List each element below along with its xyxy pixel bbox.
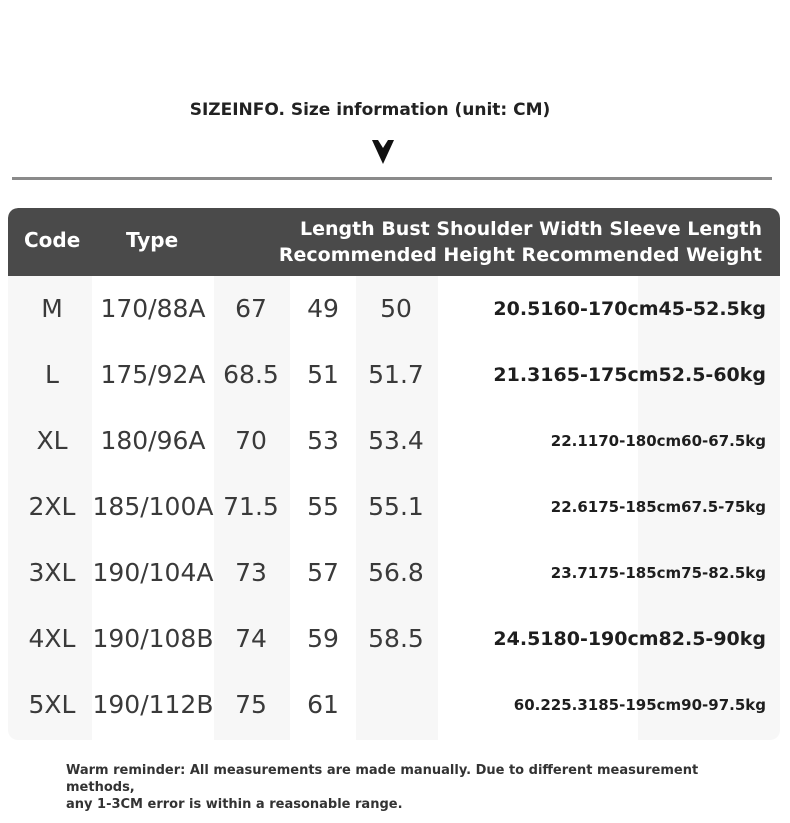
- length-cell: 68.5: [223, 360, 279, 389]
- size-table: [8, 208, 780, 740]
- type-cell: 190/112B: [92, 690, 214, 719]
- shoulder-cell: 58.5: [368, 624, 424, 653]
- table-row: [8, 540, 780, 606]
- header-type: Type: [126, 228, 179, 252]
- type-cell: 185/100A: [92, 492, 214, 521]
- type-cell: 170/88A: [100, 294, 206, 323]
- note-line-2: any 1-3CM error is within a reasonable range.: [66, 797, 403, 812]
- shoulder-cell: 56.8: [368, 558, 424, 587]
- measurements-cell: 20.5160-170cm45-52.5kg: [493, 298, 766, 320]
- note-line-1: Warm reminder: All measurements are made manually. Due to different measurement methods,: [66, 763, 699, 795]
- shoulder-cell: 50: [380, 294, 412, 323]
- bust-cell: 59: [307, 624, 339, 653]
- table-row: [8, 342, 780, 408]
- code-cell: 2XL: [28, 492, 76, 521]
- warm-reminder-note: [66, 762, 766, 813]
- header-measurements-line2: Recommended Height Recommended Weight: [278, 244, 762, 266]
- page-title: SIZEINFO. Size information (unit: CM): [189, 100, 551, 120]
- measurements-cell: 23.7175-185cm75-82.5kg: [550, 564, 766, 582]
- length-cell: 73: [235, 558, 267, 587]
- length-cell: 75: [235, 690, 267, 719]
- length-cell: 74: [235, 624, 267, 653]
- code-cell: L: [45, 360, 59, 389]
- shoulder-cell: 55.1: [368, 492, 424, 521]
- length-cell: 67: [235, 294, 267, 323]
- length-cell: 71.5: [223, 492, 279, 521]
- type-cell: 190/108B: [92, 624, 214, 653]
- header-measurements-line1: Length Bust Shoulder Width Sleeve Length: [299, 218, 762, 240]
- measurements-cell: 22.1170-180cm60-67.5kg: [550, 432, 766, 450]
- bust-cell: 61: [307, 690, 339, 719]
- measurements-cell: 60.225.3185-195cm90-97.5kg: [513, 696, 766, 714]
- code-cell: M: [41, 294, 63, 323]
- table-row: [8, 606, 780, 672]
- bust-cell: 49: [307, 294, 339, 323]
- bust-cell: 57: [307, 558, 339, 587]
- code-cell: XL: [36, 426, 68, 455]
- shoulder-cell: 53.4: [368, 426, 424, 455]
- length-cell: 70: [235, 426, 267, 455]
- type-cell: 180/96A: [100, 426, 206, 455]
- shoulder-cell: 51.7: [368, 360, 424, 389]
- header-code: Code: [24, 228, 81, 252]
- divider: [12, 177, 772, 180]
- type-cell: 190/104A: [92, 558, 214, 587]
- table-row: [8, 408, 780, 474]
- bust-cell: 51: [307, 360, 339, 389]
- measurements-cell: 21.3165-175cm52.5-60kg: [493, 364, 766, 386]
- measurements-cell: 24.5180-190cm82.5-90kg: [493, 628, 766, 650]
- bust-cell: 55: [307, 492, 339, 521]
- table-row: [8, 474, 780, 540]
- header-measurements: [242, 216, 762, 268]
- table-row: [8, 672, 780, 738]
- type-cell: 175/92A: [100, 360, 206, 389]
- code-cell: 5XL: [28, 690, 76, 719]
- code-cell: 4XL: [28, 624, 76, 653]
- shoulder-cell: [360, 672, 432, 738]
- bust-cell: 53: [307, 426, 339, 455]
- down-arrow-icon: [370, 138, 396, 166]
- table-row: [8, 276, 780, 342]
- table-header: [8, 208, 780, 276]
- code-cell: 3XL: [28, 558, 76, 587]
- measurements-cell: 22.6175-185cm67.5-75kg: [550, 498, 766, 516]
